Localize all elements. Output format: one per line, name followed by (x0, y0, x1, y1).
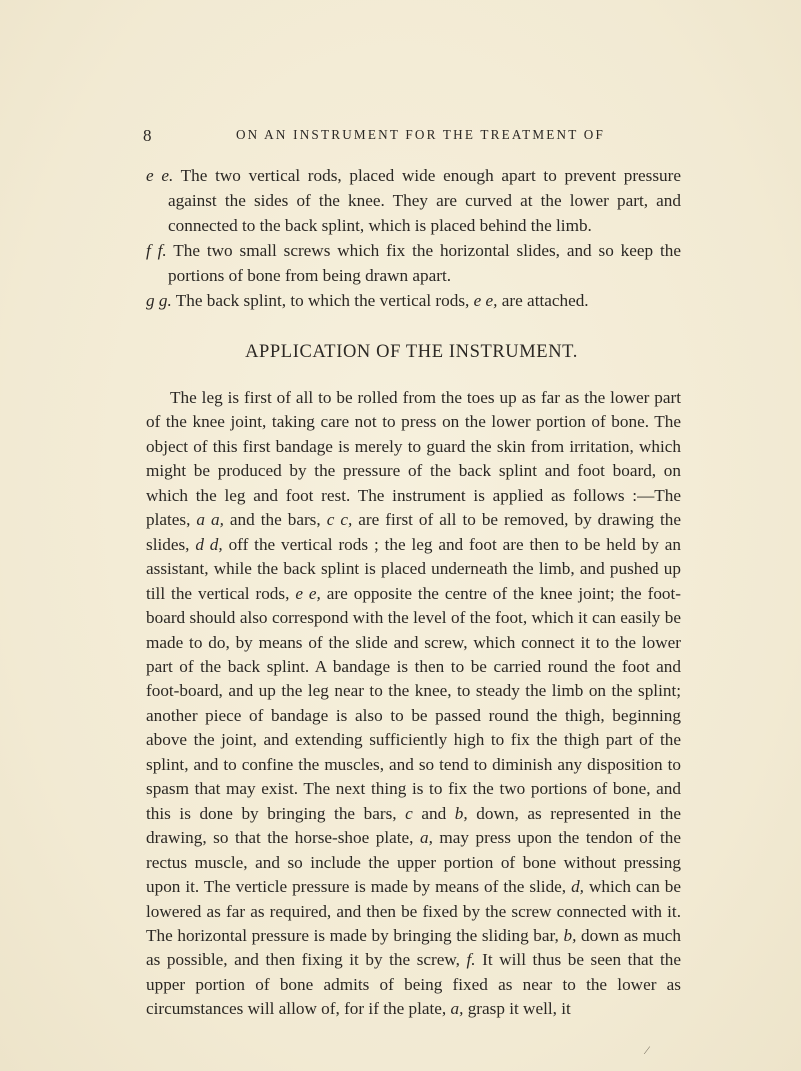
legend-key: e e. (146, 166, 174, 185)
page-number: 8 (143, 126, 152, 145)
part-reference: f. (466, 950, 476, 970)
part-reference: d d, (195, 534, 223, 554)
legend-key: g g. (146, 291, 172, 310)
part-reference: a, (420, 828, 433, 848)
part-reference: a, (450, 999, 464, 1019)
body-text-run: which can be lowered as far as required, and then be fixed by the screw connected with it. The horizontal pressure is made by bringing the sliding bar, (146, 877, 681, 945)
part-reference: d, (571, 877, 584, 897)
legend-entry-e (146, 163, 681, 238)
legend-key: f f. (146, 241, 167, 260)
part-reference: a a, (196, 510, 224, 530)
body-text-run: and the bars, (223, 510, 327, 530)
section-heading: APPLICATION OF THE INSTRUMENT. (245, 342, 578, 362)
part-reference: e e, (295, 583, 321, 603)
legend-text: The two small screws which fix the horizontal slides, and so keep the portions of bone from being drawn apart. (168, 241, 681, 285)
legend-entry-f (146, 238, 681, 288)
body-text-run: and (412, 803, 455, 823)
signature-mark: ⁄ (646, 1043, 649, 1057)
body-text-run: off the vertical rods ; the leg and foot are then to be held by an assistant, while the back splint is placed underneath the limb, and pushed up till the vertical rods, (146, 534, 682, 603)
part-reference: c c, (326, 510, 353, 530)
running-head: ON AN INSTRUMENT FOR THE TREATMENT OF (235, 127, 606, 142)
body-text-run: may press upon the tendon of the rectus muscle, and so include the upper portion of bone without pressing upon it. The verticle pressure is made by means of the slide, (146, 828, 681, 897)
part-reference: b, (454, 803, 468, 823)
part-reference: c (405, 803, 413, 823)
legend-entry-g (146, 288, 681, 313)
body-text-run: are first of all to be removed, by drawing the slides, (146, 510, 682, 554)
part-reference: b, (563, 925, 577, 945)
legend-reference: e e, (473, 291, 498, 310)
body-text-run: grasp it well, it (463, 999, 571, 1019)
legend-text: The back splint, to which the vertical rods, (175, 291, 474, 310)
body-text-run: The leg is first of all to be rolled from the toes up as far as the lower part of the knee joint, taking care not to press on the lower portion of bone. The object of this first bandage is merely to guard the skin from irritation, which might be produced by the pressure of the back splint and foot board, on which the leg and foot rest. The instrument is applied as follows :—The plates, (146, 388, 681, 530)
figure-legend (146, 163, 681, 313)
body-text-run: down as much as possible, and then fixing it by the screw, (146, 925, 681, 970)
body-text-run: are opposite the centre of the knee joint; the foot-board should also correspond with the level of the foot, which it can easily be made to do, by means of the slide and screw, which connect it to the lower part of the back splint. A bandage is then to be carried round the foot and foot-board, and up the leg near to the knee, to steady the limb on the splint; another piece of bandage is also to be passed round the thigh, beginning above the joint, and extending sufficiently high to fix the thigh part of the splint, and to confine the muscles, and so tend to diminish any disposition to spasm that may exist. The next thing is to fix the two portions of bone, and this is done by bringing the bars, (146, 583, 681, 823)
body-text-run: It will thus be seen that the upper portion of bone admits of being fixed as near to the lower as circumstances will allow of, for if the plate, (146, 950, 682, 1019)
body-paragraph (146, 386, 681, 1022)
legend-text: are attached. (497, 291, 589, 310)
legend-text: The two vertical rods, placed wide enough apart to prevent pressure against the sides of the knee. They are curved at the lower part, and connected to the back splint, which is placed behind the limb. (168, 166, 681, 235)
body-text-run: down, as represented in the drawing, so that the horse-shoe plate, (146, 803, 681, 848)
